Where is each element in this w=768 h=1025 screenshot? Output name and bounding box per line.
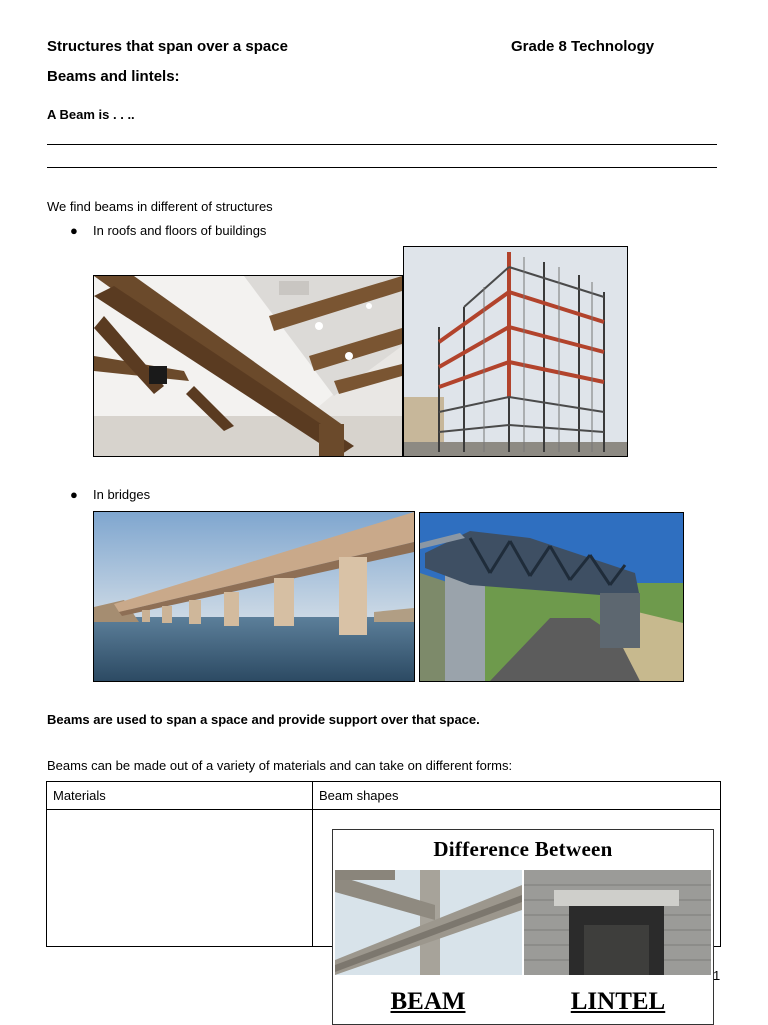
- concrete-beam-image: [335, 870, 522, 975]
- bullet-bridges: In bridges: [93, 487, 151, 502]
- section-subtitle: Beams and lintels:: [47, 68, 180, 85]
- steel-frame-building-image: [403, 246, 628, 457]
- answer-line-1: [47, 144, 717, 145]
- concrete-bridge-image: [93, 511, 415, 682]
- truss-bridge-image: [419, 512, 684, 682]
- lintel-image: [524, 870, 711, 975]
- bullet-icon: ●: [70, 487, 78, 502]
- page-number: 1: [713, 968, 721, 983]
- grade-label: Grade 8 Technology: [511, 38, 655, 55]
- answer-line-2: [47, 167, 717, 168]
- page-title: Structures that span over a space: [47, 38, 288, 55]
- definition-prompt: A Beam is . . ..: [47, 107, 135, 122]
- materials-cell[interactable]: [47, 810, 313, 947]
- materials-intro: Beams can be made out of a variety of materials and can take on different forms:: [47, 758, 513, 773]
- bullet-roofs: In roofs and floors of buildings: [93, 223, 267, 238]
- intro-text: We find beams in different of structures: [47, 199, 273, 214]
- timber-roof-beams-image: [93, 275, 403, 457]
- beam-shapes-header: Beam shapes: [313, 782, 721, 810]
- beams-statement: Beams are used to span a space and provide support over that space.: [47, 712, 480, 727]
- lintel-label: LINTEL: [570, 988, 666, 1015]
- beam-label: BEAM: [390, 988, 466, 1015]
- beam-vs-lintel-infographic: [332, 829, 714, 1025]
- materials-header: Materials: [47, 782, 313, 810]
- infographic-heading: Difference Between: [433, 837, 613, 861]
- bullet-icon: ●: [70, 223, 78, 238]
